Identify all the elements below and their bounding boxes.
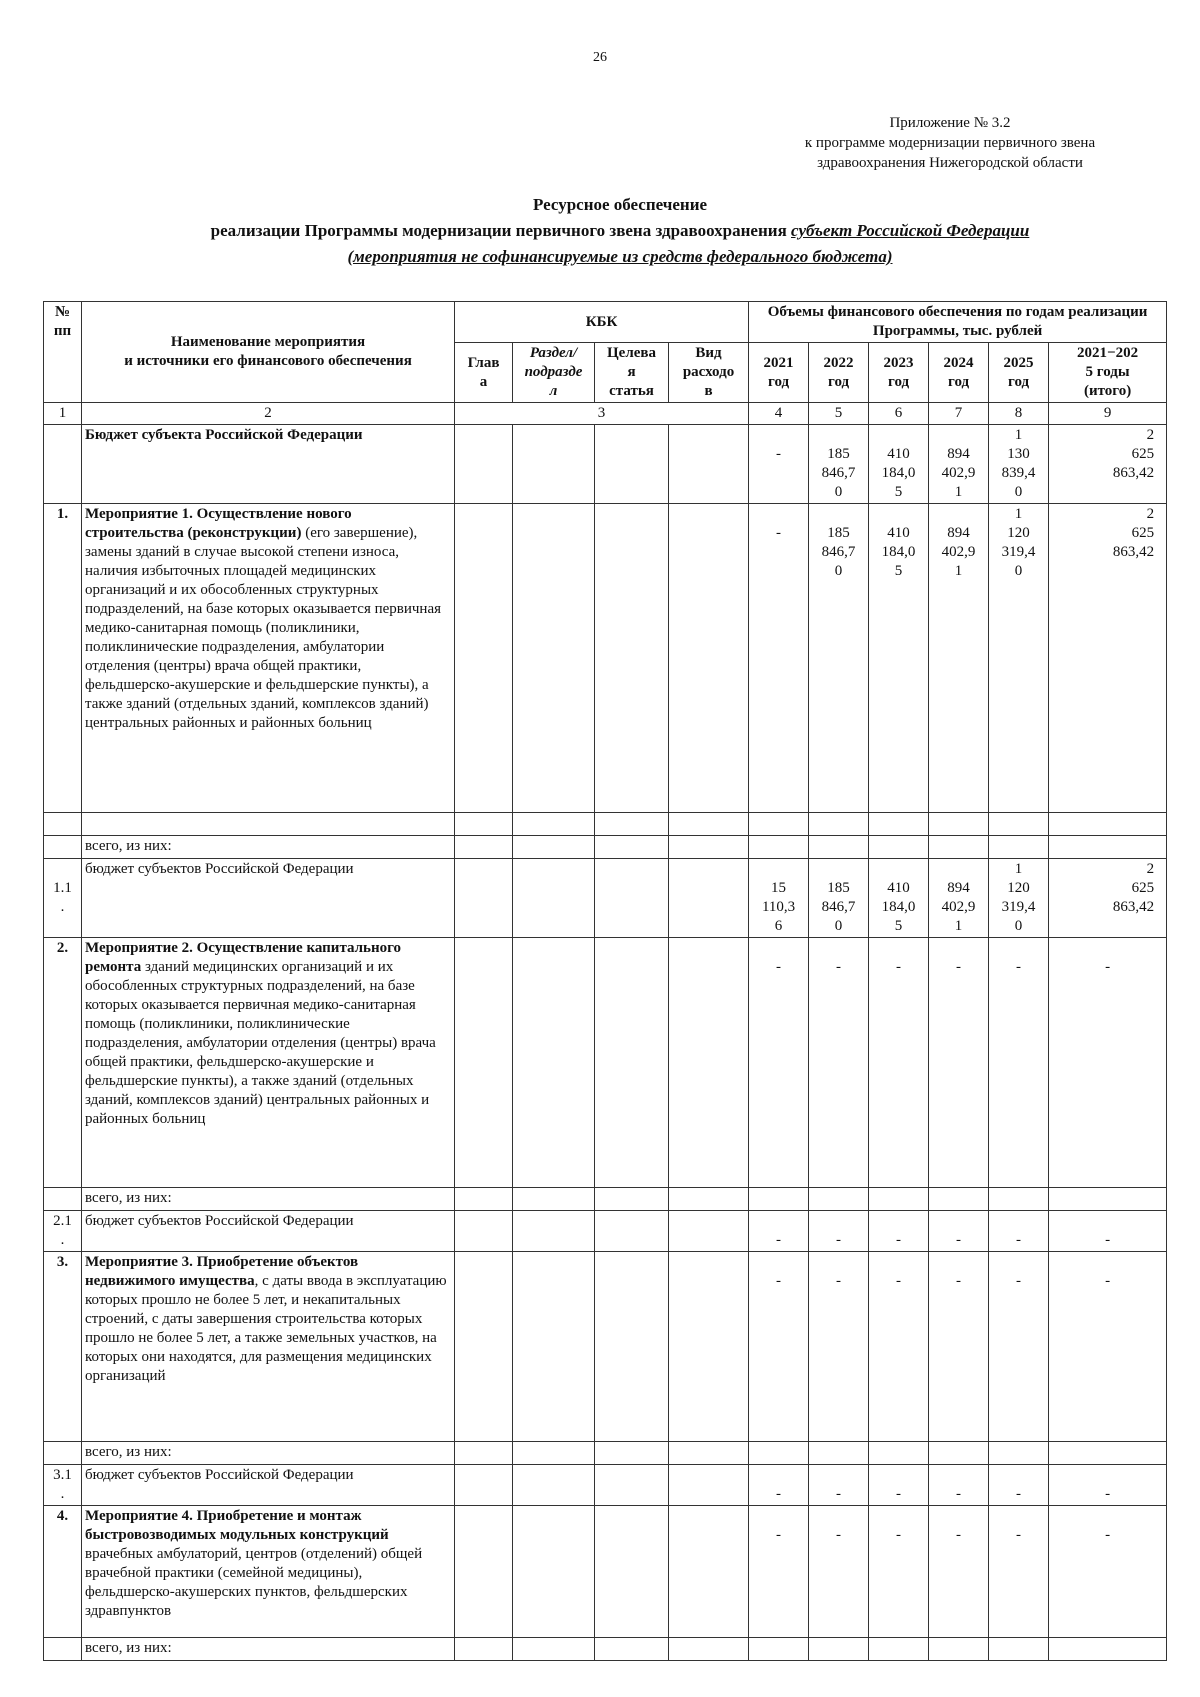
cell-value: -	[809, 1506, 869, 1638]
m3-description: , с даты ввода в эксплуатацию которых прошло не более 5 лет, и некапитальных строений, с даты завершения строительства которых прошло не более 5 лет, а также земельных участков, на которых они находятся, для размещения медицинских организаций	[85, 1273, 447, 1384]
header-vid: Вид расходо в	[669, 343, 749, 403]
cell-value: -	[749, 938, 809, 1188]
m2-title: Мероприятие 2. Осуществление капитального ремонта	[85, 940, 402, 975]
cell-value: -	[869, 1506, 929, 1638]
row-number: 3.	[44, 1252, 82, 1442]
cell-value: 410 184,0 5	[869, 504, 929, 813]
header-volumes: Объемы финансового обеспечения по годам реализации Программы, тыс. рублей	[749, 302, 1167, 343]
row-total-label: всего, из них:	[82, 836, 455, 859]
col-number: 1	[44, 403, 82, 425]
cell-value: 894 402,9 1	[929, 425, 989, 504]
row-m1-1-name: бюджет субъектов Российской Федерации	[82, 859, 455, 938]
row-m1-name	[82, 504, 455, 813]
table-row	[44, 1638, 1167, 1661]
row-number: 1.1 .	[44, 859, 82, 938]
table-row	[44, 1465, 1167, 1506]
cell-value: -	[1049, 1465, 1167, 1506]
col-number: 3	[455, 403, 749, 425]
row-number: 2.1 .	[44, 1211, 82, 1252]
table-row	[44, 938, 1167, 1188]
cell-value: 1 120 319,4 0	[989, 504, 1049, 813]
cell-value: -	[749, 1465, 809, 1506]
table-row	[44, 813, 1167, 836]
col-number: 9	[1049, 403, 1167, 425]
cell-value: -	[929, 1211, 989, 1252]
cell-value: -	[809, 938, 869, 1188]
cell-value: 410 184,0 5	[869, 425, 929, 504]
col-number: 5	[809, 403, 869, 425]
m3-title: Мероприятие 3. Приобретение объектов недвижимого имущества	[85, 1254, 359, 1289]
col-number: 8	[989, 403, 1049, 425]
row-number: 1.	[44, 504, 82, 813]
table-row	[44, 836, 1167, 859]
row-total-label: всего, из них:	[82, 1188, 455, 1211]
cell-value: -	[929, 1252, 989, 1442]
cell-value: 2 625 863,42	[1049, 859, 1167, 938]
col-number: 6	[869, 403, 929, 425]
appendix-line-1: Приложение № 3.2	[889, 115, 1011, 131]
cell-value: -	[1049, 938, 1167, 1188]
cell-value: 1 130 839,4 0	[989, 425, 1049, 504]
cell-value: 894 402,9 1	[929, 859, 989, 938]
cell-value: -	[929, 1506, 989, 1638]
cell-value: -	[989, 1465, 1049, 1506]
appendix-line-2: к программе модернизации первичного звена	[804, 135, 1096, 151]
header-glava: Глав а	[455, 343, 513, 403]
cell-value: -	[749, 425, 809, 504]
cell-value: -	[809, 1211, 869, 1252]
cell-value: 2 625 863,42	[1049, 425, 1167, 504]
appendix-line-3: здравоохранения Нижегородской области	[817, 155, 1083, 171]
cell-value: 185 846,7 0	[809, 504, 869, 813]
header-kbk: КБК	[455, 302, 749, 343]
header-2022: 2022 год	[809, 343, 869, 403]
cell-value: -	[749, 1506, 809, 1638]
m4-title: Мероприятие 4. Приобретение и монтаж быстровозводимых модульных конструкций	[85, 1508, 389, 1543]
title-subject: субъект Российской Федерации	[791, 221, 1030, 240]
page-number: 26	[593, 50, 607, 65]
col-number: 2	[82, 403, 455, 425]
m1-title: Мероприятие 1. Осуществление нового строительства (реконструкции)	[85, 506, 352, 541]
cell-value: 185 846,7 0	[809, 425, 869, 504]
cell-value: -	[809, 1252, 869, 1442]
col-number: 4	[749, 403, 809, 425]
cell-value: -	[1049, 1211, 1167, 1252]
cell-value: 410 184,0 5	[869, 859, 929, 938]
title-line-2	[60, 218, 1180, 244]
header-total: 2021−202 5 годы (итого)	[1049, 343, 1167, 403]
m2-description: зданий медицинских организаций и их обособленных структурных подразделений, на базе которых оказывается первичная медико-санитарная помощь (поликлиники, поликлинические подразделения, амбулатории отделения (центры) врача общей практики, фельдшерско-акушерские и фельдшерские пункты), а также зданий (отдельных зданий, комплексов зданий) центральных районных и районных больниц	[85, 959, 436, 1127]
header-2024: 2024 год	[929, 343, 989, 403]
cell-value: -	[869, 1465, 929, 1506]
cell-value: 1 120 319,4 0	[989, 859, 1049, 938]
title-line-2-text: реализации Программы модернизации первичного звена здравоохранения	[210, 221, 792, 240]
cell-value: -	[869, 1252, 929, 1442]
header-name: Наименование мероприятия и источники его финансового обеспечения	[82, 302, 455, 403]
header-2023: 2023 год	[869, 343, 929, 403]
m1-description: (его завершение), замены зданий в случае высокой степени износа, наличия избыточных площадей медицинских организаций и их обособленных структурных подразделений, на базе которых оказывается первичная медико-санитарная помощь (поликлиники, поликлинические подразделения, амбулатории отделения (центры) врача общей практики, фельдшерско-акушерские и фельдшерские пункты), а также зданий (отдельных зданий, комплексов зданий) центральных районных и районных больниц	[85, 525, 442, 731]
cell-value: -	[929, 1465, 989, 1506]
cell-value: -	[749, 504, 809, 813]
row-m2-1-name: бюджет субъектов Российской Федерации	[82, 1211, 455, 1252]
column-numbers-row	[44, 403, 1167, 425]
cell-value: -	[929, 938, 989, 1188]
cell-value: 2 625 863,42	[1049, 504, 1167, 813]
table-row	[44, 504, 1167, 813]
document-title	[60, 192, 1180, 270]
row-m2-name	[82, 938, 455, 1188]
row-total-label: всего, из них:	[82, 1442, 455, 1465]
cell-value: -	[749, 1211, 809, 1252]
header-2021: 2021 год	[749, 343, 809, 403]
header-celevaya: Целева я статья	[595, 343, 669, 403]
cell-value: -	[809, 1465, 869, 1506]
row-number: 2.	[44, 938, 82, 1188]
table-row	[44, 859, 1167, 938]
cell-value: -	[869, 938, 929, 1188]
table-row	[44, 1211, 1167, 1252]
cell-value: -	[749, 1252, 809, 1442]
title-line-1: Ресурсное обеспечение	[532, 195, 708, 214]
cell-value: -	[989, 938, 1049, 1188]
cell-value: -	[989, 1211, 1049, 1252]
cell-value: 15 110,3 6	[749, 859, 809, 938]
cell-value: -	[989, 1506, 1049, 1638]
header-no: № пп	[44, 302, 82, 403]
row-number: 3.1 .	[44, 1465, 82, 1506]
table-row	[44, 1188, 1167, 1211]
title-line-3: (мероприятия не софинансируемые из средств федерального бюджета)	[347, 247, 893, 266]
col-number: 7	[929, 403, 989, 425]
table-row	[44, 425, 1167, 504]
cell-value: -	[989, 1252, 1049, 1442]
header-2025: 2025 год	[989, 343, 1049, 403]
appendix-note	[760, 113, 1140, 173]
row-m3-1-name: бюджет субъектов Российской Федерации	[82, 1465, 455, 1506]
row-m4-name	[82, 1506, 455, 1638]
table-row	[44, 1252, 1167, 1442]
row-m3-name	[82, 1252, 455, 1442]
header-razdel: Раздел/ подразде л	[513, 343, 595, 403]
cell-value: 894 402,9 1	[929, 504, 989, 813]
cell-value: -	[1049, 1252, 1167, 1442]
cell-value: 185 846,7 0	[809, 859, 869, 938]
table-row	[44, 1506, 1167, 1638]
cell-value: -	[869, 1211, 929, 1252]
row-budget-name: Бюджет субъекта Российской Федерации	[82, 425, 455, 504]
row-total-label: всего, из них:	[82, 1638, 455, 1661]
m4-description: врачебных амбулаторий, центров (отделений) общей врачебной практики (семейной медицины), фельдшерско-акушерских пунктов, фельдшерских здравпунктов	[85, 1546, 423, 1619]
table-row	[44, 1442, 1167, 1465]
resource-table	[43, 301, 1167, 1661]
cell-value: -	[1049, 1506, 1167, 1638]
row-number: 4.	[44, 1506, 82, 1638]
